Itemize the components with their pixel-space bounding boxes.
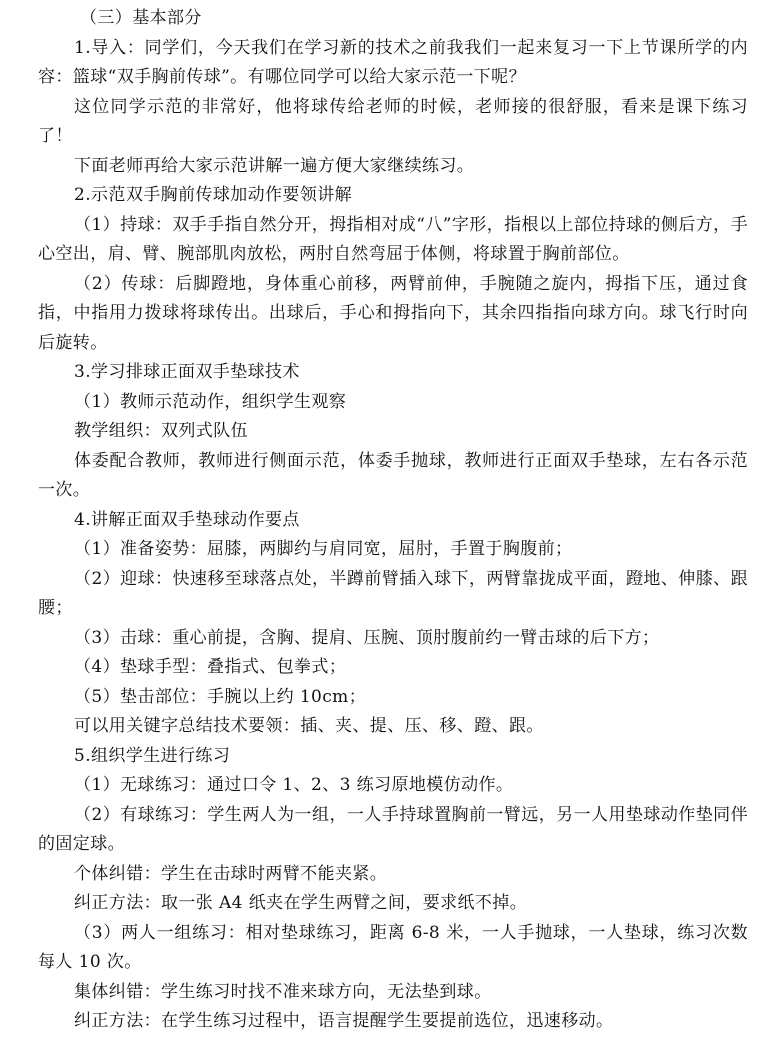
ball-practice-paragraph: （2）有球练习：学生两人为一组，一人手持球置胸前一臂远，另一人用垫球动作垫同伴的固定球。	[38, 804, 748, 854]
hold-ball-paragraph: （1）持球：双手手指自然分开，拇指相对成“八”字形，指根以上部位持球的侧后方，手心空出，肩、臂、腕部肌肉放松，两肘自然弯屈于体侧，将球置于胸前部位。	[38, 214, 748, 264]
contact-point-paragraph: （5）垫击部位：手腕以上约 10cm；	[74, 686, 367, 707]
ready-stance-paragraph: （1）准备姿势：屈膝，两脚约与肩同宽，屈肘，手置于胸腹前；	[74, 539, 573, 559]
intro-paragraph-2: 这位同学示范的非常好，他将球传给老师的时候，老师接的很舒服，看来是课下练习了！	[38, 96, 748, 146]
pass-ball-paragraph: （2）传球：后脚蹬地，身体重心前移，两臂前伸，手腕随之旋内，拇指下压，通过食指，中指用力拨球将球传出。出球后，手心和拇指向下，其余四指指向球方向。球飞行时向后旋转。	[38, 273, 748, 353]
teacher-demo-paragraph: （1）教师示范动作，组织学生观察	[74, 391, 347, 412]
pair-practice-paragraph: （3）两人一组练习：相对垫球练习，距离 6-8 米，一人手抛球，一人垫球，练习次数每人 10 次。	[38, 922, 748, 972]
group-fix-paragraph: 纠正方法：在学生练习过程中，语言提醒学生要提前选位，迅速移动。	[74, 1011, 614, 1031]
meet-ball-paragraph: （2）迎球：快速移至球落点处，半蹲前臂插入球下，两臂靠拢成平面，蹬地、伸膝、跟腰；	[38, 568, 748, 618]
individual-error-paragraph: 个体纠错：学生在击球时两臂不能夹紧。	[74, 863, 388, 884]
step-5-heading: 5.组织学生进行练习	[74, 745, 231, 766]
hit-ball-paragraph: （3）击球：重心前提，含胸、提肩、压腕、顶肘腹前约一臂击球的后下方；	[74, 627, 660, 648]
no-ball-practice-paragraph: （1）无球练习：通过口令 1、2、3 练习原地模仿动作。	[74, 775, 514, 795]
intro-paragraph-1: 1.导入：同学们，今天我们在学习新的技术之前我我们一起来复习一下上节课所学的内容：篮球“双手胸前传球”。有哪位同学可以给大家示范一下呢？	[38, 37, 748, 87]
keywords-paragraph: 可以用关键字总结技术要领：插、夹、提、压、移、蹬、跟。	[74, 716, 544, 736]
step-2-heading: 2.示范双手胸前传球加动作要领讲解	[74, 185, 353, 205]
demo-detail-paragraph: 体委配合教师，教师进行侧面示范，体委手抛球，教师进行正面双手垫球，左右各示范一次。	[38, 450, 748, 500]
section-heading: （三）基本部分	[80, 8, 202, 28]
step-3-heading: 3.学习排球正面双手垫球技术	[74, 362, 300, 382]
intro-paragraph-3: 下面老师再给大家示范讲解一遍方便大家继续练习。	[74, 155, 475, 176]
step-4-heading: 4.讲解正面双手垫球动作要点	[74, 509, 300, 530]
group-error-paragraph: 集体纠错：学生练习时找不准来球方向，无法垫到球。	[74, 981, 492, 1002]
individual-fix-paragraph: 纠正方法：取一张 A4 纸夹在学生两臂之间，要求纸不掉。	[74, 893, 528, 913]
hand-shape-paragraph: （4）垫球手型：叠指式、包拳式；	[74, 657, 347, 677]
organization-paragraph: 教学组织：双列式队伍	[74, 421, 248, 441]
